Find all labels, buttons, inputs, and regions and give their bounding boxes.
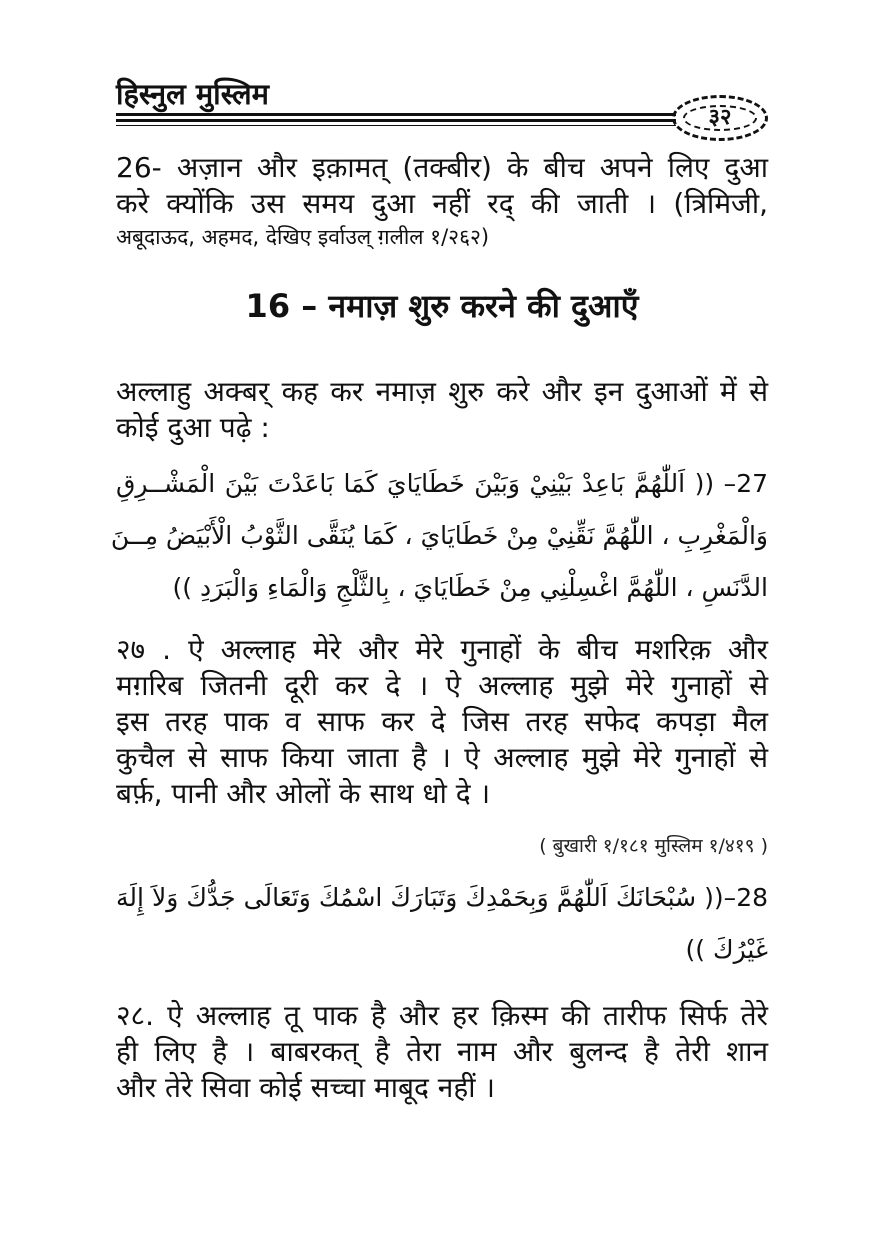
text-line: ही लिए है । बाबरकत् है तेरा नाम और बुलन्द है तेरी शान <box>116 1035 768 1068</box>
header-rule <box>116 125 676 126</box>
arabic-line: غَيْرُكَ )) <box>685 935 768 964</box>
dua-28-arabic <box>116 872 768 976</box>
dua-28-translation <box>116 998 768 1106</box>
text-line: बर्फ़, पानी और ओलों के साथ धो दे । <box>116 777 491 810</box>
text-line: अबूदाऊद, अहमद, देखिए इर्वाउल् ग़लील १/२६२) <box>116 225 490 249</box>
book-title: हिस्नुल मुस्लिम <box>116 77 269 111</box>
text-line: २७ . ऐ अल्लाह मेरे और मेरे गुनाहों के बीच मशरिक़ और <box>116 633 768 666</box>
dua-27-translation <box>116 632 768 812</box>
arabic-line: الدَّنَسِ ، اللّٰهُمَّ اغْسِلْنِي مِنْ خَطَايَايَ ، بِالثَّلْجِ وَالْمَاءِ وَالْبَرَدِ )) <box>172 573 768 602</box>
page-number: ३२ <box>708 105 732 130</box>
arabic-line: 27– (( اَللّٰهُمَّ بَاعِدْ بَيْنِيْ وَبَيْنَ خَطَايَايَ كَمَا بَاعَدْتَ بَيْنَ الْمَشْــرِقِ <box>116 469 768 498</box>
header-rule <box>116 119 676 122</box>
text-line: और तेरे सिवा कोई सच्चा माबूद नहीं । <box>116 1071 495 1104</box>
text-line: करे क्योंकि उस समय दुआ नहीं रद् की जाती । (त्रिमिजी, <box>116 187 768 220</box>
text-line: इस तरह पाक व साफ कर दे जिस तरह सफेद कपड़ा मैल <box>116 705 768 738</box>
text-line: २८. ऐ अल्लाह तू पाक है और हर क़िस्म की तारीफ सिर्फ तेरे <box>116 999 768 1032</box>
text-line: कोई दुआ पढ़े : <box>116 411 270 444</box>
arabic-line: 28–(( سُبْحَانَكَ اَللّٰهُمَّ وَبِحَمْدِكَ وَتَبَارَكَ اسْمُكَ وَتَعَالَى جَدُّكَ وَلاَ إِلَهَ <box>116 883 768 912</box>
text-line: मग़रिब जितनी दूरी कर दे । ऐ अल्लाह मुझे मेरे गुनाहों से <box>116 669 768 702</box>
intro-paragraph <box>116 374 768 446</box>
text-line: अल्लाहु अक्बर् कह कर नमाज़ शुरु करे और इन दुआओं में से <box>116 375 768 408</box>
text-line: कुचैल से साफ किया जाता है । ऐ अल्लाह मुझे मेरे गुनाहों से <box>116 741 768 774</box>
paragraph-26 <box>116 150 768 252</box>
header-rule <box>116 113 676 116</box>
page-number-badge <box>672 95 768 141</box>
arabic-line: وَالْمَغْرِبِ ، اللّٰهُمَّ نَقِّنِيْ مِنْ خَطَايَايَ ، كَمَا يُنَقَّى الثَّوْبُ الْأَبْيَضُ مِــنَ <box>110 521 768 550</box>
section-heading: 16 – नमाज़ शुरु करने की दुआएँ <box>245 287 639 325</box>
text-line: 26- अज़ान और इक़ामत् (तक्बीर) के बीच अपने लिए दुआ <box>116 151 768 184</box>
dua-27-reference: ( बुखारी १/१८१ मुस्लिम १/४१९ ) <box>539 835 768 857</box>
dua-27-arabic <box>110 458 768 614</box>
